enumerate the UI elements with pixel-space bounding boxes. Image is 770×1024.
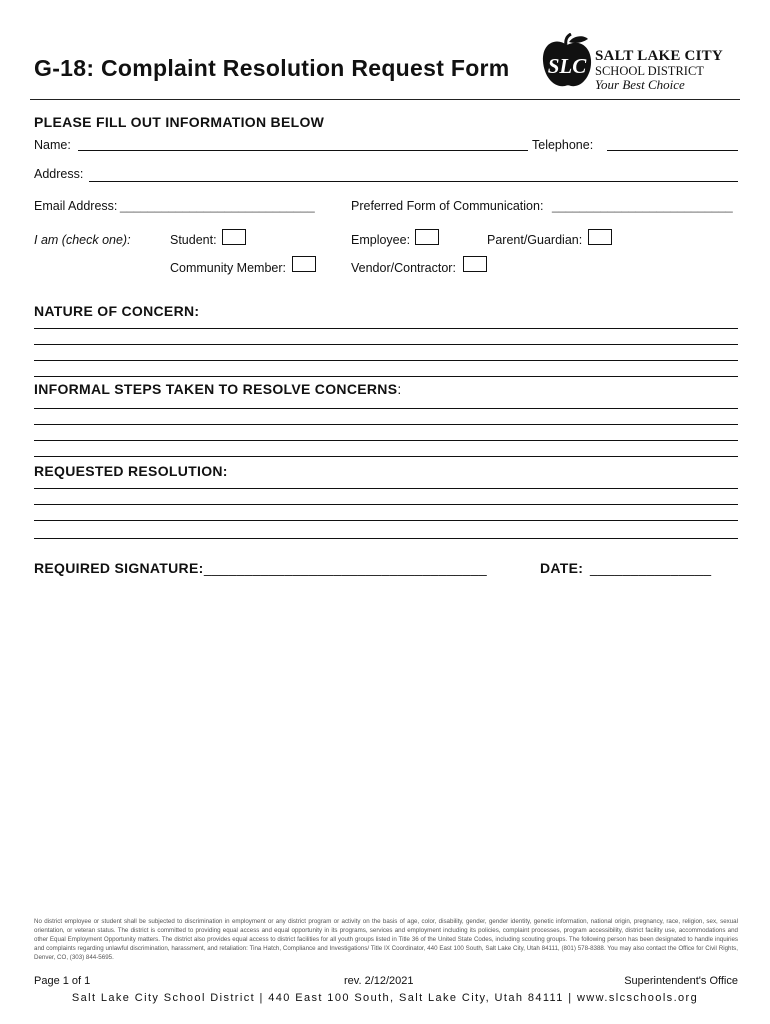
logo-line2: SCHOOL DISTRICT [595,64,704,78]
informal-line-2[interactable] [34,424,738,425]
revision-date: rev. 2/12/2021 [344,975,414,987]
email-label: Email Address: [34,199,118,213]
nature-line-1[interactable] [34,328,738,329]
community-member-checkbox[interactable] [292,256,316,272]
page-title: G-18: Complaint Resolution Request Form [34,55,510,81]
informal-steps-heading [34,381,402,397]
office-name: Superintendent's Office [624,975,738,987]
address-label: Address: [34,167,84,181]
signature-label: REQUIRED SIGNATURE: [34,560,204,576]
name-field[interactable] [78,150,528,151]
i-am-label: I am (check one): [34,233,131,247]
signature-field[interactable]: ___________________________________ [204,560,488,576]
nature-line-2[interactable] [34,344,738,345]
district-logo [538,33,738,93]
employee-label: Employee: [351,233,411,247]
logo-line1: SALT LAKE CITY [595,48,723,64]
telephone-field[interactable] [607,150,738,151]
informal-line-3[interactable] [34,440,738,441]
resolution-line-3[interactable] [34,520,738,521]
header-divider [30,99,740,100]
vendor-contractor-label: Vendor/Contractor: [351,261,456,275]
nondiscrimination-notice: No district employee or student shall be subjected to discrimination in employment or any district program or activity on the basis of age, color, disability, gender, gender identity, genetic information, national origin, pregnancy, race, religion, sex, sexual orientation, or veteran status. The district is committed to providing equal access and equal opportunity in its programs, services and employment including its policies, complaint processes, program accessibility, district facility use, accommodations and other Equal Employment Opportunity matters. The district also provides equal access to district facilities for all youth groups listed in Title 36 of the United State Codes, including scouting groups. The following person has been designated to handle inquiries and complaints regarding unlawful discrimination, harassment, and retaliation: Tina Hatch, Compliance and Investigations/ Title IX Coordinator, 440 East 100 South, Salt Lake City, Utah 84111, (801) 578-8388. You may also contact the Office for Civil Rights, Denver, CO, (303) 844-5695. [34,918,738,961]
informal-line-1[interactable] [34,408,738,409]
footer-address: Salt Lake City School District | 440 East 100 South, Salt Lake City, Utah 84111 | www.slcschools.org [71,992,699,1004]
informal-steps-text: INFORMAL STEPS TAKEN TO RESOLVE CONCERNS [34,381,398,397]
student-checkbox[interactable] [222,229,246,245]
apple-logo-icon [538,33,596,91]
page-number: Page 1 of 1 [34,975,91,987]
logo-mark-text: SLC [547,54,587,78]
date-label: DATE: [540,560,584,576]
resolution-line-2[interactable] [34,504,738,505]
info-heading: PLEASE FILL OUT INFORMATION BELOW [34,114,325,130]
logo-tagline: Your Best Choice [595,77,685,92]
employee-checkbox[interactable] [415,229,439,245]
email-field[interactable]: ____________________________ [120,199,315,213]
vendor-contractor-checkbox[interactable] [463,256,487,272]
nature-of-concern-heading: NATURE OF CONCERN: [34,303,200,319]
address-field[interactable] [89,181,738,182]
parent-guardian-checkbox[interactable] [588,229,612,245]
informal-line-4[interactable] [34,456,738,457]
resolution-line-1[interactable] [34,488,738,489]
telephone-label: Telephone: [532,138,594,152]
preferred-communication-field[interactable]: __________________________ [552,199,733,213]
requested-resolution-heading: REQUESTED RESOLUTION: [34,463,228,479]
nature-line-3[interactable] [34,360,738,361]
community-member-label: Community Member: [170,261,286,275]
preferred-communication-label: Preferred Form of Communication: [351,199,544,213]
date-field[interactable]: _______________ [590,560,712,576]
resolution-line-4[interactable] [34,538,738,539]
student-label: Student: [170,233,217,247]
parent-guardian-label: Parent/Guardian: [487,233,583,247]
name-label: Name: [34,138,71,152]
nature-line-4[interactable] [34,376,738,377]
informal-steps-colon: : [397,381,402,397]
